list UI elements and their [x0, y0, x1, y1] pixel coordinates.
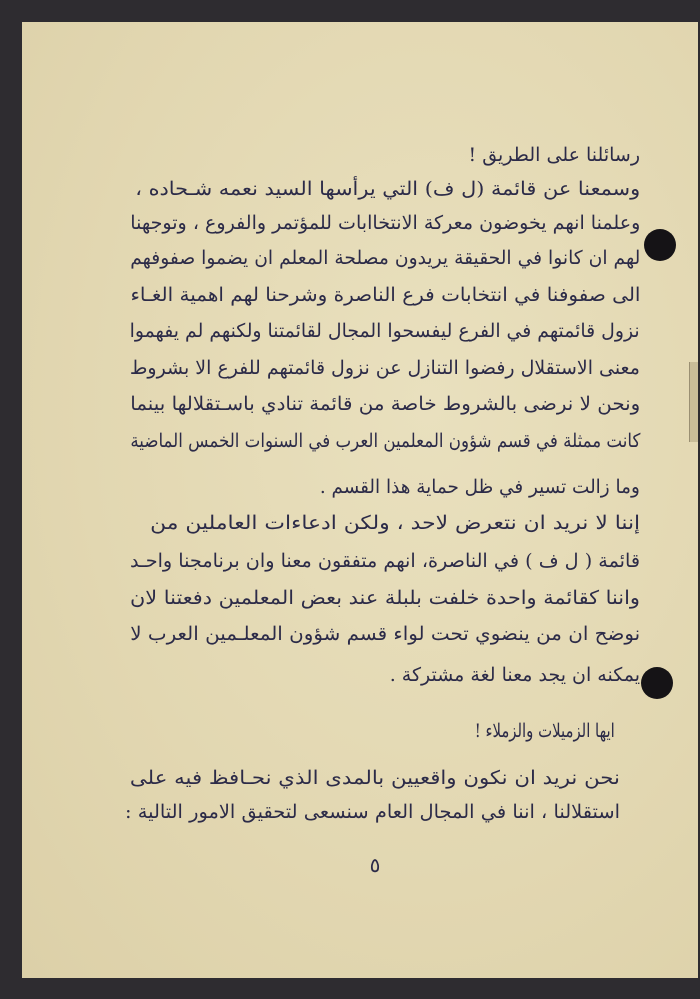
text-line-content: نوضح ان من ينضوي تحت لواء قسم شؤون المعلـمين العرب لا: [129, 623, 640, 645]
punch-hole: [641, 667, 673, 699]
text-line-content: وما زالت تسير في ظل حماية هذا القسم .: [319, 476, 640, 498]
punch-hole: [644, 229, 676, 261]
text-line: [149, 509, 640, 537]
text-line-content: معنى الاستقلال رفضوا التنازل عن نزول قائمتهم للفرع الا بشروط: [130, 357, 640, 379]
text-line: [130, 390, 640, 418]
text-line: [122, 244, 640, 272]
text-line: [58, 427, 640, 455]
text-line: [135, 175, 640, 203]
text-line-content: ايها الزميلات والزملاء !: [474, 720, 615, 742]
text-line: [126, 317, 640, 345]
text-line-content: نزول قائمتهم في الفرع ليفسحوا المجال لقائمتنا ولكنهم لم يفهموا: [130, 320, 640, 342]
text-line: [129, 354, 640, 382]
text-line-content: استقلالنا ، اننا في المجال العام سنسعى لتحقيق الامور التالية :: [125, 801, 620, 823]
text-line: [436, 717, 615, 745]
text-line: [469, 141, 640, 169]
text-line: [130, 281, 641, 309]
text-line-content: نحن نريد ان نكون واقعيين بالمدى الذي نحـافظ فيه على: [130, 767, 620, 789]
page-number: ٥: [369, 853, 381, 877]
text-line-content: يمكنه ان يجد معنا لغة مشتركة .: [389, 664, 640, 686]
text-line: [129, 209, 640, 237]
page-edge: [689, 362, 698, 442]
text-line-content: الى صفوفنا في انتخابات فرع الناصرة وشرحنا لهم اهمية الغـاء: [130, 284, 640, 306]
text-line-content: لهم ان كانوا في الحقيقة يريدون مصلحة المعلم ان يضموا صفوفهم: [129, 247, 640, 269]
text-line: [130, 584, 640, 612]
text-line-content: وعلمنا انهم يخوضون معركة الانتخاابات للمؤتمر والفروع ، وتوجهنا: [129, 212, 640, 234]
text-line-content: واننا كقائمة واحدة خلفت بلبلة عند بعض المعلمين دفعتنا لان: [130, 587, 640, 609]
text-line: [130, 547, 640, 575]
text-line-content: إننا لا نريد ان نتعرض لاحد ، ولكن ادعاءات العاملين من: [149, 512, 640, 534]
text-line-content: قائمة ( ل ف ) في الناصرة، انهم متفقون معنا وان برنامجنا واحـد: [130, 550, 640, 572]
text-line: [130, 764, 620, 792]
text-line: [125, 798, 620, 826]
text-line: [390, 661, 640, 689]
text-line: [309, 473, 640, 501]
text-line: [129, 620, 640, 648]
text-line-content: رسائلنا على الطريق !: [468, 144, 640, 166]
text-line-content: كانت ممثلة في قسم شؤون المعلمين العرب في السنوات الخمس الماضية: [130, 430, 640, 452]
text-line-content: ونحن لا نرضى بالشروط خاصة من قائمة تنادي باسـتقلالها بينما: [130, 393, 640, 415]
text-line-content: وسمعنا عن قائمة (ل ف) التي يرأسها السيد نعمه شـحاده ،: [135, 178, 640, 200]
